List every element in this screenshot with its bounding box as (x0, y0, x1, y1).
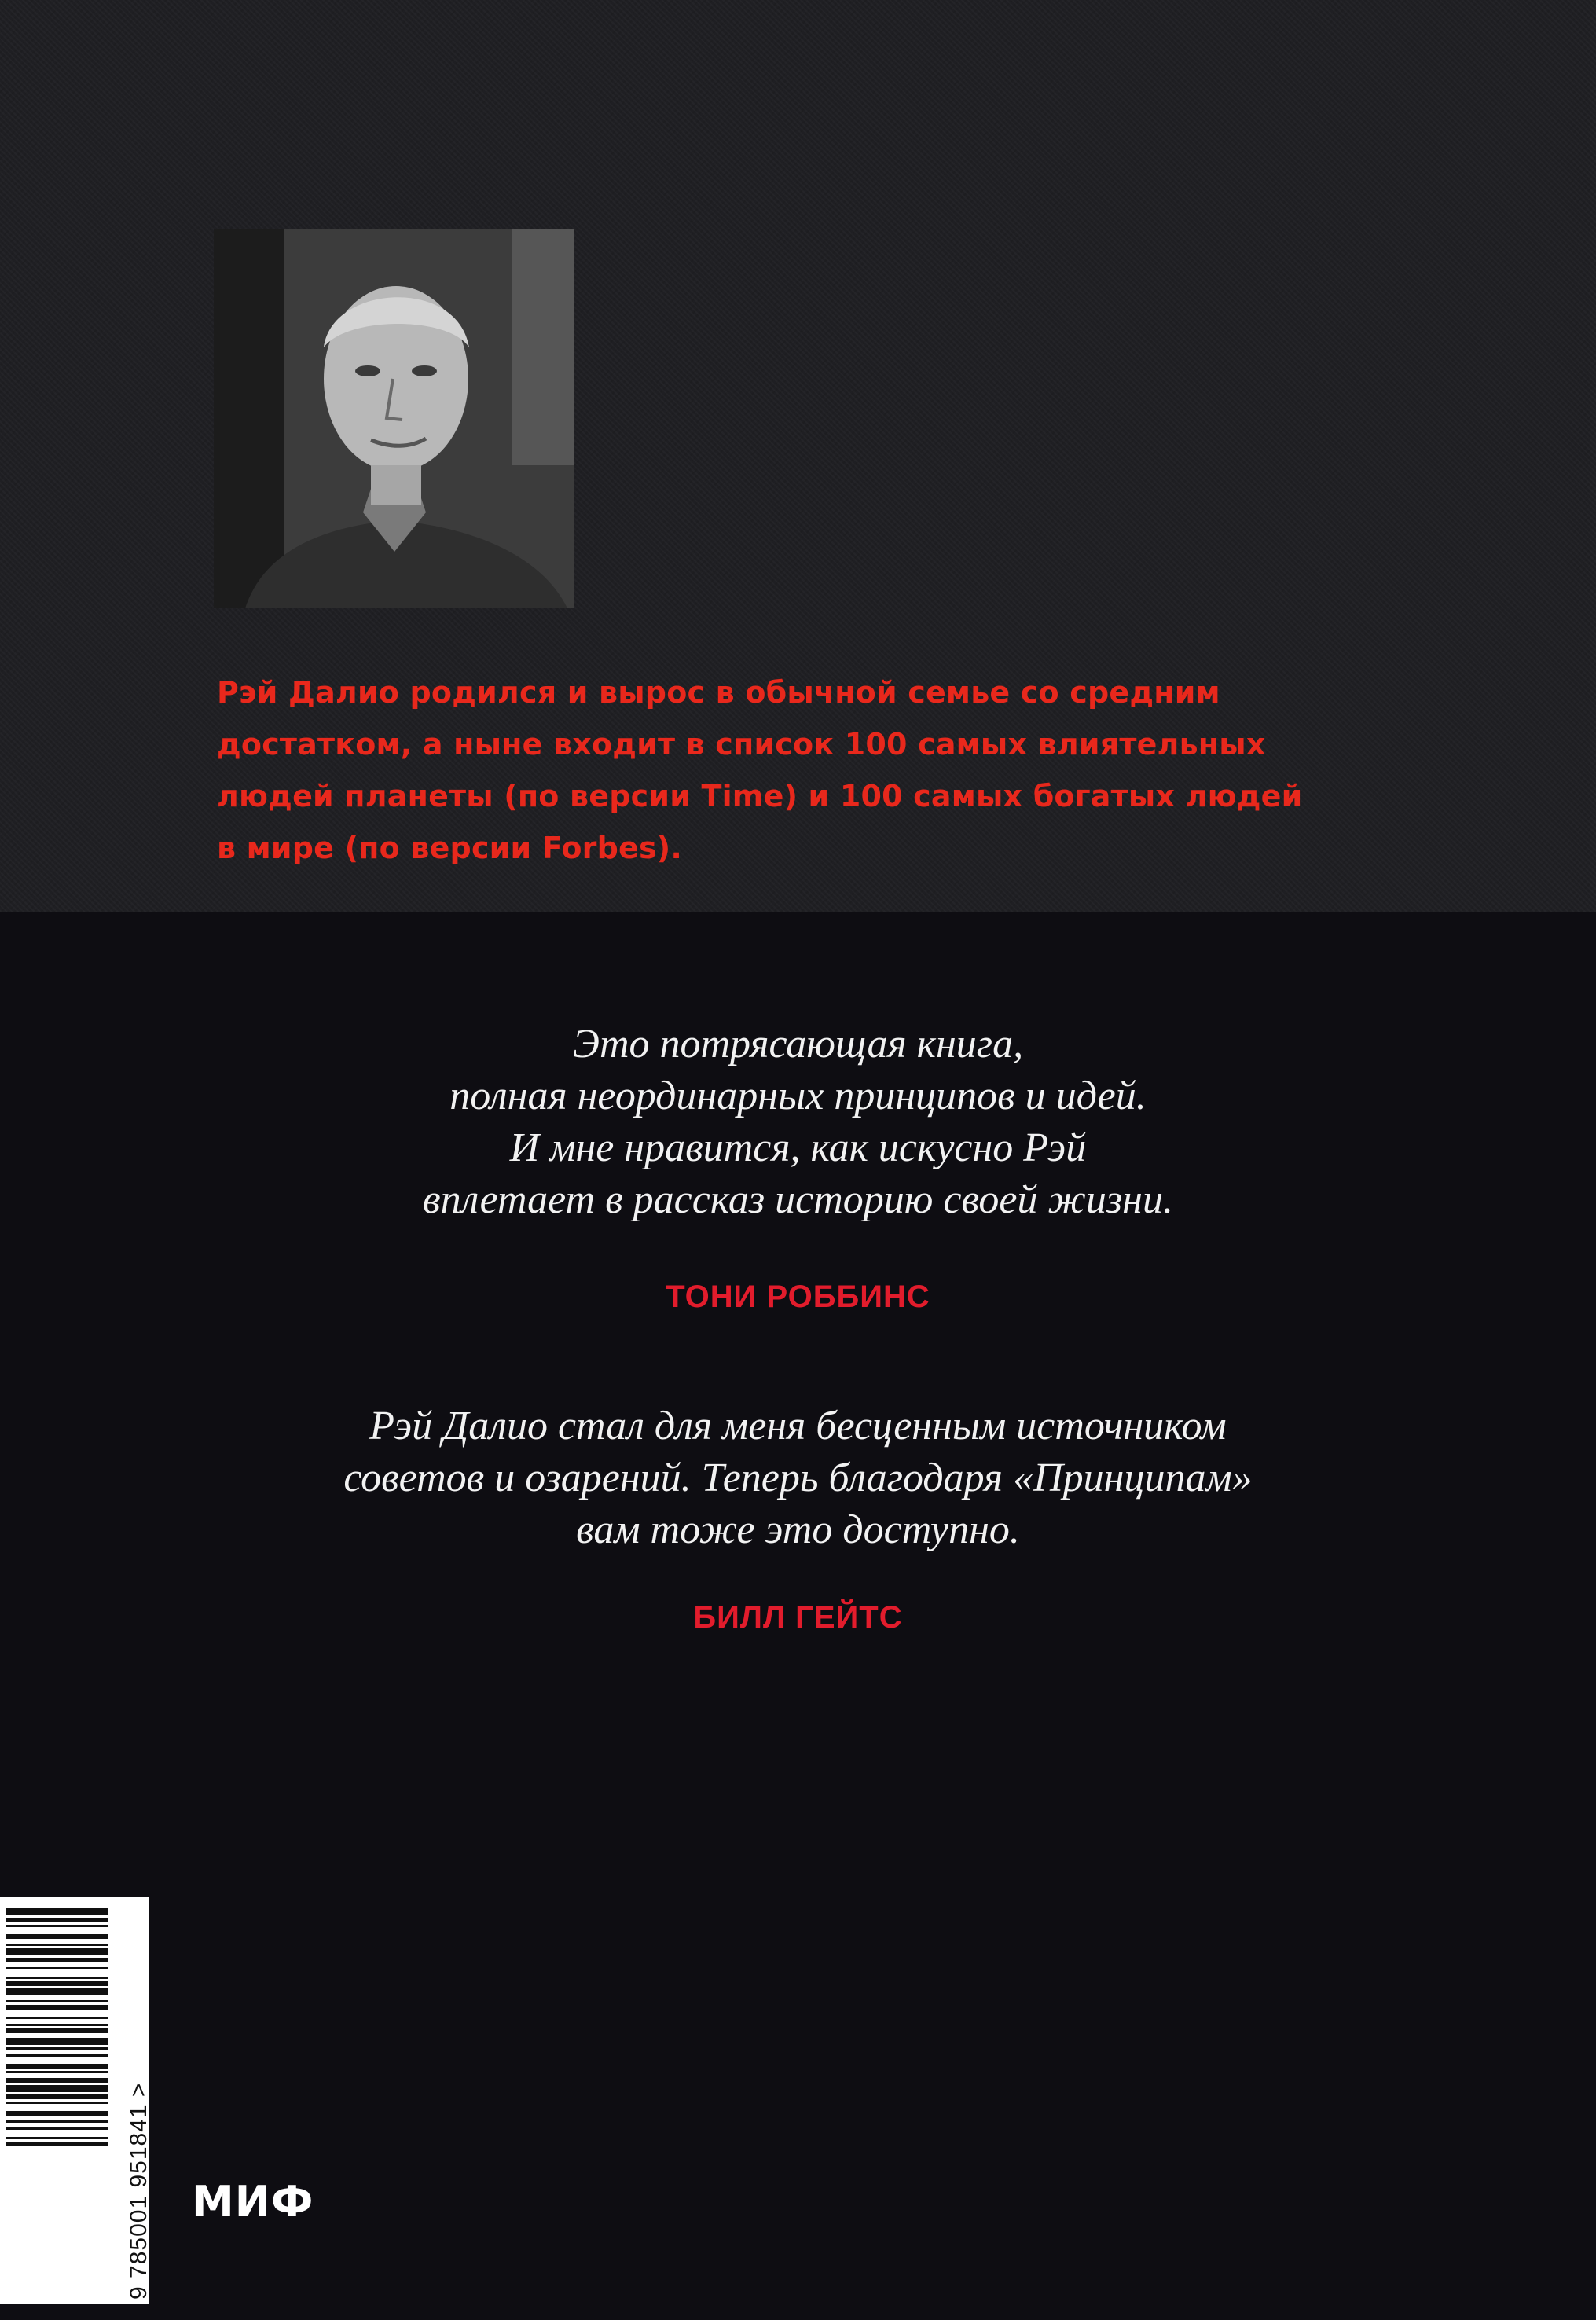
bio-line: Рэй Далио родился и вырос в обычной семье со средним (217, 675, 1220, 710)
quote-line: И мне нравится, как искусно Рэй (509, 1125, 1087, 1170)
quote-line: вплетает в рассказ историю своей жизни. (423, 1177, 1173, 1222)
quote-robbins (0, 1019, 1596, 1226)
publisher-logo: МИФ (192, 2177, 314, 2226)
isbn-number: 9 785001 951841 > (126, 2082, 152, 2300)
bio-line: в мире (по версии Forbes). (217, 831, 683, 865)
quote-line: полная неординарных принципов и идей. (449, 1074, 1147, 1118)
quote-line: Рэй Далио стал для меня бесценным источником (369, 1404, 1227, 1448)
quote-author-robbins: ТОНИ РОББИНС (666, 1279, 930, 1314)
author-bio (217, 666, 1333, 874)
quote-line: вам тоже это доступно. (576, 1507, 1020, 1552)
quote-line: Это потрясающая книга, (572, 1022, 1024, 1066)
bio-line: достатком, а ныне входит в список 100 самых влиятельных (217, 727, 1266, 762)
bio-line: людей планеты (по версии Time) и 100 самых богатых людей (217, 779, 1303, 813)
quote-gates (0, 1400, 1596, 1556)
quote-author-gates: БИЛЛ ГЕЙТС (693, 1600, 903, 1635)
author-portrait (214, 229, 574, 608)
quote-line: советов и озарений. Теперь благодаря «Принципам» (343, 1456, 1253, 1500)
